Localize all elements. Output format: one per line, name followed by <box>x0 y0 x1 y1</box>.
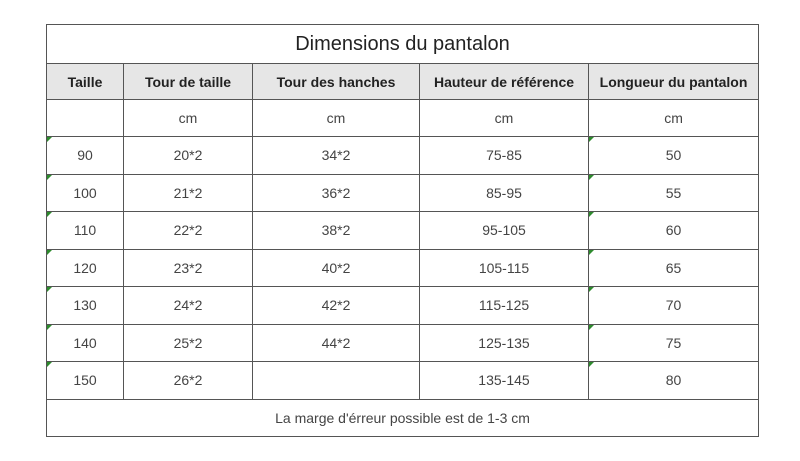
pant-length-cell: 55 <box>589 174 759 212</box>
unit-cell: cm <box>420 100 589 137</box>
pant-length-cell: 70 <box>589 287 759 325</box>
pant-length-cell: 65 <box>589 249 759 287</box>
reference-height-cell: 125-135 <box>420 324 589 362</box>
hips-cell: 36*2 <box>253 174 420 212</box>
column-header-reference-height: Hauteur de référence <box>420 64 589 100</box>
size-chart-table <box>46 24 759 437</box>
reference-height-cell: 85-95 <box>420 174 589 212</box>
column-header-waist: Tour de taille <box>124 64 253 100</box>
waist-cell: 23*2 <box>124 249 253 287</box>
table-row <box>47 174 759 212</box>
pant-length-cell: 80 <box>589 362 759 400</box>
unit-cell: cm <box>589 100 759 137</box>
table-title: Dimensions du pantalon <box>47 25 759 64</box>
size-cell: 140 <box>47 324 124 362</box>
unit-row <box>47 100 759 137</box>
size-cell: 100 <box>47 174 124 212</box>
table-row <box>47 212 759 250</box>
hips-cell: 34*2 <box>253 137 420 175</box>
table-row <box>47 324 759 362</box>
reference-height-cell: 115-125 <box>420 287 589 325</box>
hips-cell <box>253 362 420 400</box>
unit-cell <box>47 100 124 137</box>
waist-cell: 25*2 <box>124 324 253 362</box>
pant-length-cell: 60 <box>589 212 759 250</box>
column-header-size: Taille <box>47 64 124 100</box>
size-cell: 110 <box>47 212 124 250</box>
hips-cell: 38*2 <box>253 212 420 250</box>
table-row <box>47 137 759 175</box>
waist-cell: 26*2 <box>124 362 253 400</box>
pant-length-cell: 50 <box>589 137 759 175</box>
size-cell: 150 <box>47 362 124 400</box>
size-cell: 130 <box>47 287 124 325</box>
waist-cell: 21*2 <box>124 174 253 212</box>
reference-height-cell: 75-85 <box>420 137 589 175</box>
waist-cell: 20*2 <box>124 137 253 175</box>
size-cell: 90 <box>47 137 124 175</box>
hips-cell: 40*2 <box>253 249 420 287</box>
error-margin-note: La marge d'érreur possible est de 1-3 cm <box>47 399 759 436</box>
pant-length-cell: 75 <box>589 324 759 362</box>
table-row <box>47 362 759 400</box>
unit-cell: cm <box>124 100 253 137</box>
header-row <box>47 64 759 100</box>
waist-cell: 22*2 <box>124 212 253 250</box>
waist-cell: 24*2 <box>124 287 253 325</box>
hips-cell: 42*2 <box>253 287 420 325</box>
column-header-hips: Tour des hanches <box>253 64 420 100</box>
unit-cell: cm <box>253 100 420 137</box>
column-header-pant-length: Longueur du pantalon <box>589 64 759 100</box>
reference-height-cell: 105-115 <box>420 249 589 287</box>
table-row <box>47 287 759 325</box>
reference-height-cell: 95-105 <box>420 212 589 250</box>
hips-cell: 44*2 <box>253 324 420 362</box>
reference-height-cell: 135-145 <box>420 362 589 400</box>
table-row <box>47 249 759 287</box>
size-cell: 120 <box>47 249 124 287</box>
